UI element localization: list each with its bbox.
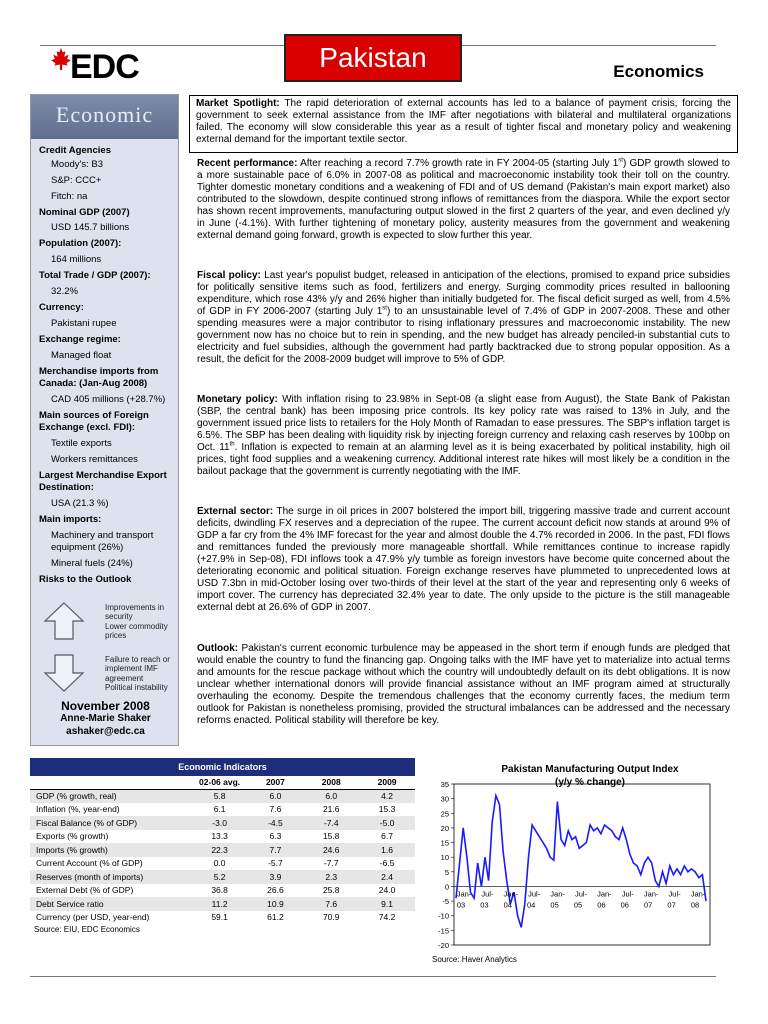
risk-up-2: security — [105, 612, 133, 621]
recent-performance-text-a: After reaching a record 7.7% growth rate in FY 2004-05 (starting July 1 — [297, 158, 619, 169]
indicator-label: Fiscal Balance (% of GDP) — [30, 816, 192, 830]
population-label: Population (2007): — [39, 238, 122, 249]
indicator-value: 15.3 — [378, 804, 396, 815]
x-tick-label-bottom: 03 — [456, 900, 466, 910]
outlook-paragraph — [197, 643, 730, 727]
credit-agencies-label: Credit Agencies — [39, 145, 111, 156]
export-destination-label-1: Largest Merchandise Export — [39, 470, 167, 481]
table-row — [30, 816, 415, 830]
y-tick-label: -5 — [442, 897, 449, 907]
y-tick-label: 15 — [440, 838, 449, 848]
recent-performance-label: Recent performance: — [197, 158, 298, 169]
indicator-value: -5.0 — [359, 816, 415, 830]
x-tick-label-bottom: 08 — [690, 900, 700, 910]
risk-down-1: Failure to reach or — [105, 655, 170, 664]
indicator-value: 74.2 — [378, 912, 396, 923]
indicator-value: 6.3 — [269, 831, 282, 842]
indicator-value: 15.8 — [322, 831, 340, 842]
indicator-value: 6.7 — [381, 831, 393, 842]
manufacturing-output-chart — [420, 760, 720, 970]
imports-canada-label-1: Merchandise imports from — [39, 366, 159, 377]
main-imports-label: Main imports: — [39, 514, 102, 525]
indicator-value: -3.0 — [192, 816, 248, 830]
indicator-value: 59.1 — [211, 912, 228, 923]
x-tick-label-bottom: 07 — [667, 900, 676, 910]
country-title: Pakistan — [284, 34, 462, 82]
main-import-1b: equipment (26%) — [51, 542, 124, 553]
indicator-value: 6.1 — [213, 804, 226, 815]
indicator-value: 22.3 — [192, 843, 248, 857]
indicator-value: 5.8 — [192, 789, 248, 803]
monetary-policy-sup: th — [229, 441, 235, 448]
external-sector-text: The surge in oil prices in 2007 bolstered the import bill, triggering massive trade and current account deficits, dwindling FX reserves and a depreciation of the rupee. The current account deficit now stands at around 9% of GDP a far cry from the 4% IMF forecast for the year and almost double the 4.7% recorded in 2006. In the past, FDI flows and remittances funded the previously more manageable shortfall. While remittances continue to increase rapidly (+27.9% in Sep-08), FDI inflows took a 47.9% y/y tumble as foreign investors have become quite concerned about the deteriorating economic and political situation. Foreign exchange reserves have plummeted to unprecedented lows at USD 7.3bn in mid-October losing over two-thirds of their level at the start of the year and representing only 6 weeks of import cover. The currency has depreciated 32.4% year to date. The only upside to the picture is the still manageable external debt at 26.6% of GDP in 2007. — [197, 506, 730, 613]
indicator-value: 1.6 — [359, 843, 415, 857]
indicator-value: 21.6 — [322, 804, 340, 815]
export-destination-value: USA (21.3 %) — [51, 498, 109, 509]
sp-rating: S&P: CCC+ — [51, 175, 102, 186]
x-tick-label-top: Jul- — [574, 889, 588, 899]
fiscal-policy-text-b: ) to an unsustainable level of 7.4% of GDP in 2007-2008. These and other spending measures were a major contributor to rising inflationary pressures and macroeconomic instability. The new government now has no choice but to rein in spending, and the new budget has already penciled-in substantial cuts to electricity and fuel subsidies, although the government had partly backtracked due to strong popular opposition. As a result, the deficit for the 2008-2009 budget will improve to 5% of GDP. — [197, 306, 730, 365]
external-sector-paragraph — [197, 506, 730, 614]
indicators-column-header: 2009 — [359, 776, 415, 789]
indicator-value: -5.7 — [268, 858, 283, 869]
chart-svg — [420, 760, 720, 970]
fx-sources-label-1: Main sources of Foreign — [39, 410, 149, 421]
y-tick-label: 35 — [440, 780, 449, 789]
economic-indicators-table — [30, 758, 415, 934]
indicator-value: 5.2 — [192, 870, 248, 884]
edc-logo-text: EDC — [70, 48, 139, 86]
y-tick-label: 5 — [444, 867, 449, 877]
fiscal-policy-text-a: Last year's populist budget, released in anticipation of the elections, promised to expand price subsidies for politically sensitive items such as food, fertilizers and energy. Surging commodity prices resulted in ballooning expenditure, which rose 43% y/y and 26% higher than initially budgeted for. The fiscal deficit surged as well, from 4.5% of GDP in FY 2006-2007 (starting July 1 — [197, 270, 730, 317]
author-email[interactable]: ashaker@edc.ca — [66, 726, 145, 737]
x-tick-label-bottom: 04 — [503, 900, 512, 910]
table-row — [30, 830, 415, 844]
indicator-value: 11.2 — [192, 897, 248, 911]
x-tick-label-bottom: 03 — [480, 900, 489, 910]
report-date: November 2008 — [61, 699, 150, 713]
monetary-policy-label: Monetary policy: — [197, 394, 278, 405]
x-tick-label-bottom: 07 — [644, 900, 653, 910]
regime-value: Managed float — [51, 350, 112, 361]
recent-performance-text-b: ) GDP growth slowed to a more sustainable pace of 6.0% in 2007-08 as political and macroeconomic instability took their toll on the country. Tighter domestic monetary conditions and a weakening of FDI and of US demand (Pakistan's main export market) also contributed to the slowdown, despite continued strong inflows of remittances from the diaspora. While the export sector has shown recent improvements, manufacturing output slowed in the first 2 quarters of the year, and even declined y/y in June (-4.1%). With further tightening of monetary policy, austerity measures from the government and weakening external demand going forward, growth is expected to slow further this year. — [197, 158, 730, 241]
main-import-1a: Machinery and transport — [51, 530, 154, 541]
spotlight-text: The rapid deterioration of external accounts has led to a balance of payment crisis, forcing the government to seek external assistance from the IMF after negotiations with bilateral and multilateral organizations failed. The economy will slow considerable this year as a result of tighter fiscal and monetary policy and weakening external demand for the important textile sector. — [196, 98, 731, 145]
gdp-label: Nominal GDP (2007) — [39, 207, 130, 218]
indicator-value: 26.6 — [267, 885, 284, 896]
population-value: 164 millions — [51, 254, 102, 265]
external-sector-label: External sector: — [197, 506, 274, 517]
indicator-value: 7.7 — [248, 843, 304, 857]
outlook-label: Outlook: — [197, 643, 239, 654]
recent-performance-sup: st — [618, 157, 623, 164]
imports-canada-label-2: Canada: (Jan-Aug 2008) — [39, 378, 148, 389]
x-tick-label-bottom: 05 — [550, 900, 559, 910]
x-tick-label-top: Jan- — [643, 889, 659, 899]
fx-source-1: Textile exports — [51, 438, 112, 449]
x-tick-label-top: Jul- — [621, 889, 634, 899]
y-tick-label: 0 — [444, 882, 449, 892]
chart-source: Source: Haver Analytics — [432, 955, 517, 964]
x-tick-label-top: Jul- — [668, 889, 681, 899]
indicator-label: Currency (per USD, year-end) — [36, 912, 150, 923]
indicator-value: 36.8 — [211, 885, 228, 896]
indicators-body — [30, 789, 415, 924]
y-tick-label: 20 — [440, 823, 449, 833]
indicator-label: GDP (% growth, real) — [30, 789, 192, 803]
indicator-label: Current Account (% of GDP) — [36, 858, 143, 869]
risk-up-1: Improvements in — [105, 603, 165, 612]
fx-sources-label-2: Exchange (excl. FDI): — [39, 422, 136, 433]
trade-label: Total Trade / GDP (2007): — [39, 270, 151, 281]
indicator-value: 2.3 — [303, 870, 359, 884]
y-tick-label: 25 — [440, 809, 449, 819]
down-arrow-icon — [41, 653, 87, 693]
imports-canada-value: CAD 405 millions (+28.7%) — [51, 394, 166, 405]
monetary-policy-text-b: . Inflation is expected to remain at an alarming level as it is being exacerbated by political instability, high oil prices, tight food supplies and a weakening currency. Additional interest rate hikes will most likely be a condition in the bailout package that the government is currently negotiating with the IMF. — [197, 442, 730, 477]
y-tick-label: -20 — [438, 941, 449, 950]
indicator-value: 7.6 — [303, 897, 359, 911]
risk-down-3: agreement — [105, 674, 144, 683]
indicator-label: External Debt (% of GDP) — [36, 885, 134, 896]
footer-rule — [30, 976, 716, 977]
indicator-label: Imports (% growth) — [30, 843, 192, 857]
x-tick-label-top: Jan- — [690, 889, 706, 899]
indicator-label: Inflation (%, year-end) — [36, 804, 120, 815]
x-tick-label-bottom: 05 — [573, 900, 583, 910]
table-row — [30, 857, 415, 871]
table-row — [30, 884, 415, 898]
x-tick-label-top: Jan- — [503, 889, 519, 899]
indicator-value: 10.9 — [248, 897, 304, 911]
indicator-value: 25.8 — [322, 885, 340, 896]
sidebar-heading: Economic — [31, 95, 178, 139]
indicators-column-header: 02-06 avg. — [192, 776, 248, 789]
section-title: Economics — [613, 62, 704, 81]
table-row — [30, 803, 415, 817]
y-tick-label: 30 — [440, 794, 449, 804]
gdp-value: USD 145.7 billions — [51, 222, 130, 233]
sidebar — [30, 94, 179, 746]
indicators-column-header: 2008 — [303, 776, 359, 789]
trade-value: 32.2% — [51, 286, 78, 297]
risk-up-4: prices — [105, 631, 127, 640]
table-row — [30, 789, 415, 803]
indicator-value: -4.5 — [248, 816, 304, 830]
table-row — [30, 843, 415, 857]
table-row — [30, 870, 415, 884]
indicator-label: Reserves (month of imports) — [30, 870, 192, 884]
x-tick-label-bottom: 04 — [527, 900, 536, 910]
recent-performance-paragraph — [197, 158, 730, 242]
indicators-title: Economic Indicators — [30, 758, 415, 776]
fiscal-policy-label: Fiscal policy: — [197, 270, 261, 281]
indicator-label: Exports (% growth) — [36, 831, 109, 842]
indicators-column-header: 2007 — [248, 776, 304, 789]
main-import-2: Mineral fuels (24%) — [51, 558, 133, 569]
indicator-value: 3.9 — [248, 870, 304, 884]
table-row — [30, 911, 415, 925]
y-tick-label: -15 — [438, 926, 449, 936]
fx-source-2: Workers remittances — [51, 454, 138, 465]
regime-label: Exchange regime: — [39, 334, 121, 345]
x-tick-label-top: Jan- — [456, 889, 472, 899]
indicator-value: -6.5 — [379, 858, 395, 869]
risk-down-2: implement IMF — [105, 664, 158, 673]
moodys-rating: Moody's: B3 — [51, 159, 103, 170]
indicators-column-header — [30, 776, 192, 789]
risk-up-3: Lower commodity — [105, 622, 168, 631]
chart-title: Pakistan Manufacturing Output Index — [501, 764, 679, 775]
monetary-policy-text-a: With inflation rising to 23.98% in Sept-08 (a slight ease from August), the State Bank of Pakistan (SBP, the central bank) has been imposing price controls. Its key policy rate was raised to 13% in July, and the government issued price lists to retailers for the Holy Month of Ramadan to ease pressures. The SBP's inflation target is 6.5%. The SBP has been dealing with liquidity risk by injecting foreign currency and relaxing cash reserves by 100bp on Oct. 11 — [197, 394, 730, 453]
risk-down-4: Political instability — [105, 683, 168, 692]
fiscal-policy-paragraph — [197, 270, 730, 366]
currency-value: Pakistani rupee — [51, 318, 117, 329]
monetary-policy-paragraph — [197, 394, 730, 478]
x-tick-label-bottom: 06 — [597, 900, 606, 910]
indicator-value: 6.0 — [248, 789, 304, 803]
indicator-value: 7.6 — [269, 804, 282, 815]
up-arrow-icon — [41, 601, 87, 641]
edc-maple-leaf-icon — [50, 46, 72, 72]
risks-label: Risks to the Outlook — [39, 574, 132, 585]
y-tick-label: -10 — [438, 911, 449, 921]
fitch-rating: Fitch: na — [51, 191, 88, 202]
x-tick-label-top: Jul- — [528, 889, 541, 899]
indicator-value: -7.4 — [303, 816, 359, 830]
indicator-value: 24.6 — [303, 843, 359, 857]
indicator-value: 70.9 — [322, 912, 340, 923]
indicator-label: Debt Service ratio — [30, 897, 192, 911]
indicator-value: 24.0 — [378, 885, 396, 896]
y-tick-label: 10 — [440, 853, 449, 863]
x-tick-label-bottom: 06 — [620, 900, 629, 910]
indicators-source: Source: EIU, EDC Economics — [34, 925, 140, 934]
x-tick-label-top: Jul- — [481, 889, 494, 899]
indicator-value: 4.2 — [359, 789, 415, 803]
indicator-value: 0.0 — [213, 858, 226, 869]
outlook-text: Pakistan's current economic turbulence may be appeased in the short term if enough funds are pledged that would enable the country to fund the financing gap. Ongoing talks with the IMF have yet to materialize into actual terms and amounts for the rescue package without which the country will undoubtedly default on its debt obligations. It is now unclear whether international donors will provide financial assistance without an IMF program aimed at structurally overhauling the economy. Despite the tremendous challenges that the economy currently faces, the medium term outlook for Pakistan is nonetheless promising, provided the structural imbalances can be addressed and the necessary reforms enacted. Political stability will therefore be key. — [197, 643, 730, 726]
indicator-value: -7.7 — [323, 858, 339, 869]
fiscal-policy-sup: st — [382, 305, 387, 312]
export-destination-label-2: Destination: — [39, 482, 94, 493]
indicator-value: 9.1 — [359, 897, 415, 911]
market-spotlight-box — [189, 95, 738, 153]
indicator-value: 61.2 — [267, 912, 284, 923]
indicator-value: 13.3 — [211, 831, 228, 842]
x-tick-label-top: Jan- — [550, 889, 565, 899]
indicator-value: 2.4 — [359, 870, 415, 884]
author-name: Anne-Marie Shaker — [60, 713, 151, 724]
chart-plot-area — [454, 784, 710, 945]
chart-subtitle: (y/y % change) — [554, 777, 626, 788]
x-tick-label-top: Jan- — [597, 889, 612, 899]
spotlight-label: Market Spotlight: — [196, 98, 280, 109]
indicators-header-row — [30, 776, 415, 789]
currency-label: Currency: — [39, 302, 84, 313]
indicator-value: 6.0 — [303, 789, 359, 803]
table-row — [30, 897, 415, 911]
